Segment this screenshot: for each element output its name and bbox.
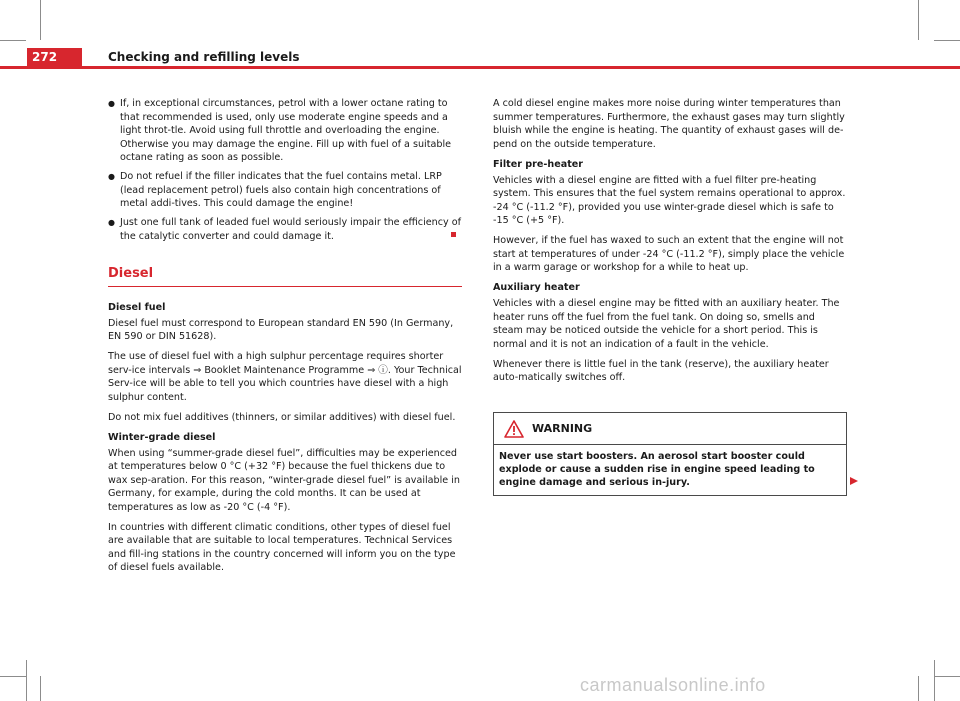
section-heading xyxy=(108,267,462,287)
crop-mark xyxy=(934,676,960,677)
bullet-icon: ● xyxy=(108,218,115,227)
subheading: Diesel fuel xyxy=(108,301,166,313)
crop-mark xyxy=(40,0,41,40)
warning-title: WARNING xyxy=(532,422,593,435)
warning-box xyxy=(493,412,847,496)
subheading: Auxiliary heater xyxy=(493,282,580,293)
paragraph: However, if the fuel has waxed to such an extent that the engine will not start at temperatures of under -24 °C (-11.2 °F), simply place the vehicle in a warm garage or workshop for a while to heat up. xyxy=(493,235,845,273)
crop-mark xyxy=(40,676,41,701)
page-title: Checking and refilling levels xyxy=(108,50,300,64)
paragraph: A cold diesel engine makes more noise during winter temperatures than summer temperatures. Furthermore, the exhaust gases may turn slightly bluish while the engine is heating. The quantity of exhaust gases will de-pend on the outside temperature. xyxy=(493,98,845,150)
right-column xyxy=(493,97,847,391)
paragraph: Vehicles with a diesel engine may be fitted with an auxiliary heater. The heater runs off the fuel from the fuel tank. On doing so, smells and steam may be noticed outside the vehicle for a short period. This is normal and it is not an indication of a fault in the vehicle. xyxy=(493,298,840,350)
list-item xyxy=(108,170,462,211)
warning-text: Never use start boosters. An aerosol start booster could explode or cause a sudden rise in engine speed leading to engine damage and serious in-jury. xyxy=(499,451,815,488)
paragraph: Do not mix fuel additives (thinners, or similar additives) with diesel fuel. xyxy=(108,411,456,423)
crop-mark xyxy=(918,676,919,701)
subheading: Winter-grade diesel xyxy=(108,431,216,443)
subheading: Filter pre-heater xyxy=(493,158,584,170)
bullet-icon: ● xyxy=(108,172,115,181)
paragraph: In countries with different climatic conditions, other types of diesel fuel are available that are suitable to local temperatures. Technical Services and fill-ing stations in the country concerned will inform you on the type of diesel fuels available. xyxy=(108,521,456,573)
crop-mark xyxy=(0,40,26,41)
section-title: Diesel xyxy=(108,266,154,281)
paragraph: Diesel fuel must correspond to European standard EN 590 (In Germany, EN 590 or DIN 51628). xyxy=(108,317,454,342)
page-number: 272 xyxy=(27,48,82,66)
crop-mark xyxy=(934,40,960,41)
list-item xyxy=(108,97,462,165)
paragraph: Vehicles with a diesel engine are fitted with a fuel filter pre-heating system. This ensures that the fuel system remains operational to approx. -24 °C (-11.2 °F), provided you use winter-grade diesel which is safe to -15 °C (+5 °F). xyxy=(493,174,846,226)
list-item xyxy=(108,216,462,243)
paragraph: Whenever there is little fuel in the tank (reserve), the auxiliary heater auto-matically switches off. xyxy=(493,358,829,383)
continue-arrow-icon xyxy=(850,477,858,485)
crop-mark xyxy=(0,676,26,677)
crop-mark xyxy=(934,660,935,701)
warning-header xyxy=(494,413,846,445)
bullet-text: If, in exceptional circumstances, petrol with a lower octane rating to that recommended is used, only use moderate engine speeds and a light throt-tle. Avoid using full throttle and overloading the engine. Otherwise you may damage the engine. Fill up with fuel of a suitable octane rating as soon as possible. xyxy=(120,98,452,163)
bullet-text: Do not refuel if the filler indicates that the fuel contains metal. LRP (lead replacement petrol) fuels also contain high concentrations of metal addi-tives. This could damage the engine! xyxy=(120,171,442,209)
bullet-icon: ● xyxy=(108,99,115,108)
paragraph: The use of diesel fuel with a high sulphur percentage requires shorter serv-ice intervals ⇒ Booklet Maintenance Programme ⇒ ⓘ. Your Technical Serv-ice will be able to tell you which countries have diesel with a high sulphur content. xyxy=(108,351,462,403)
header-rule xyxy=(0,66,960,69)
crop-mark xyxy=(918,0,919,40)
bullet-text: Just one full tank of leaded fuel would seriously impair the efficiency of the catalytic converter and could damage it. xyxy=(120,217,461,242)
crop-mark xyxy=(26,660,27,701)
warning-triangle-icon xyxy=(504,420,524,438)
section-end-marker xyxy=(451,232,456,237)
paragraph: When using “summer-grade diesel fuel”, difficulties may be experienced at temperatures below 0 °C (+32 °F) because the fuel thickens due to wax sep-aration. For this reason, “winter-grade diesel fuel” is available in Germany, for example, during the cold months. It can be used at temperatures as low as -20 °C (-4 °F). xyxy=(108,447,461,513)
watermark: carmanualsonline.info xyxy=(580,675,766,695)
left-column xyxy=(108,97,462,581)
